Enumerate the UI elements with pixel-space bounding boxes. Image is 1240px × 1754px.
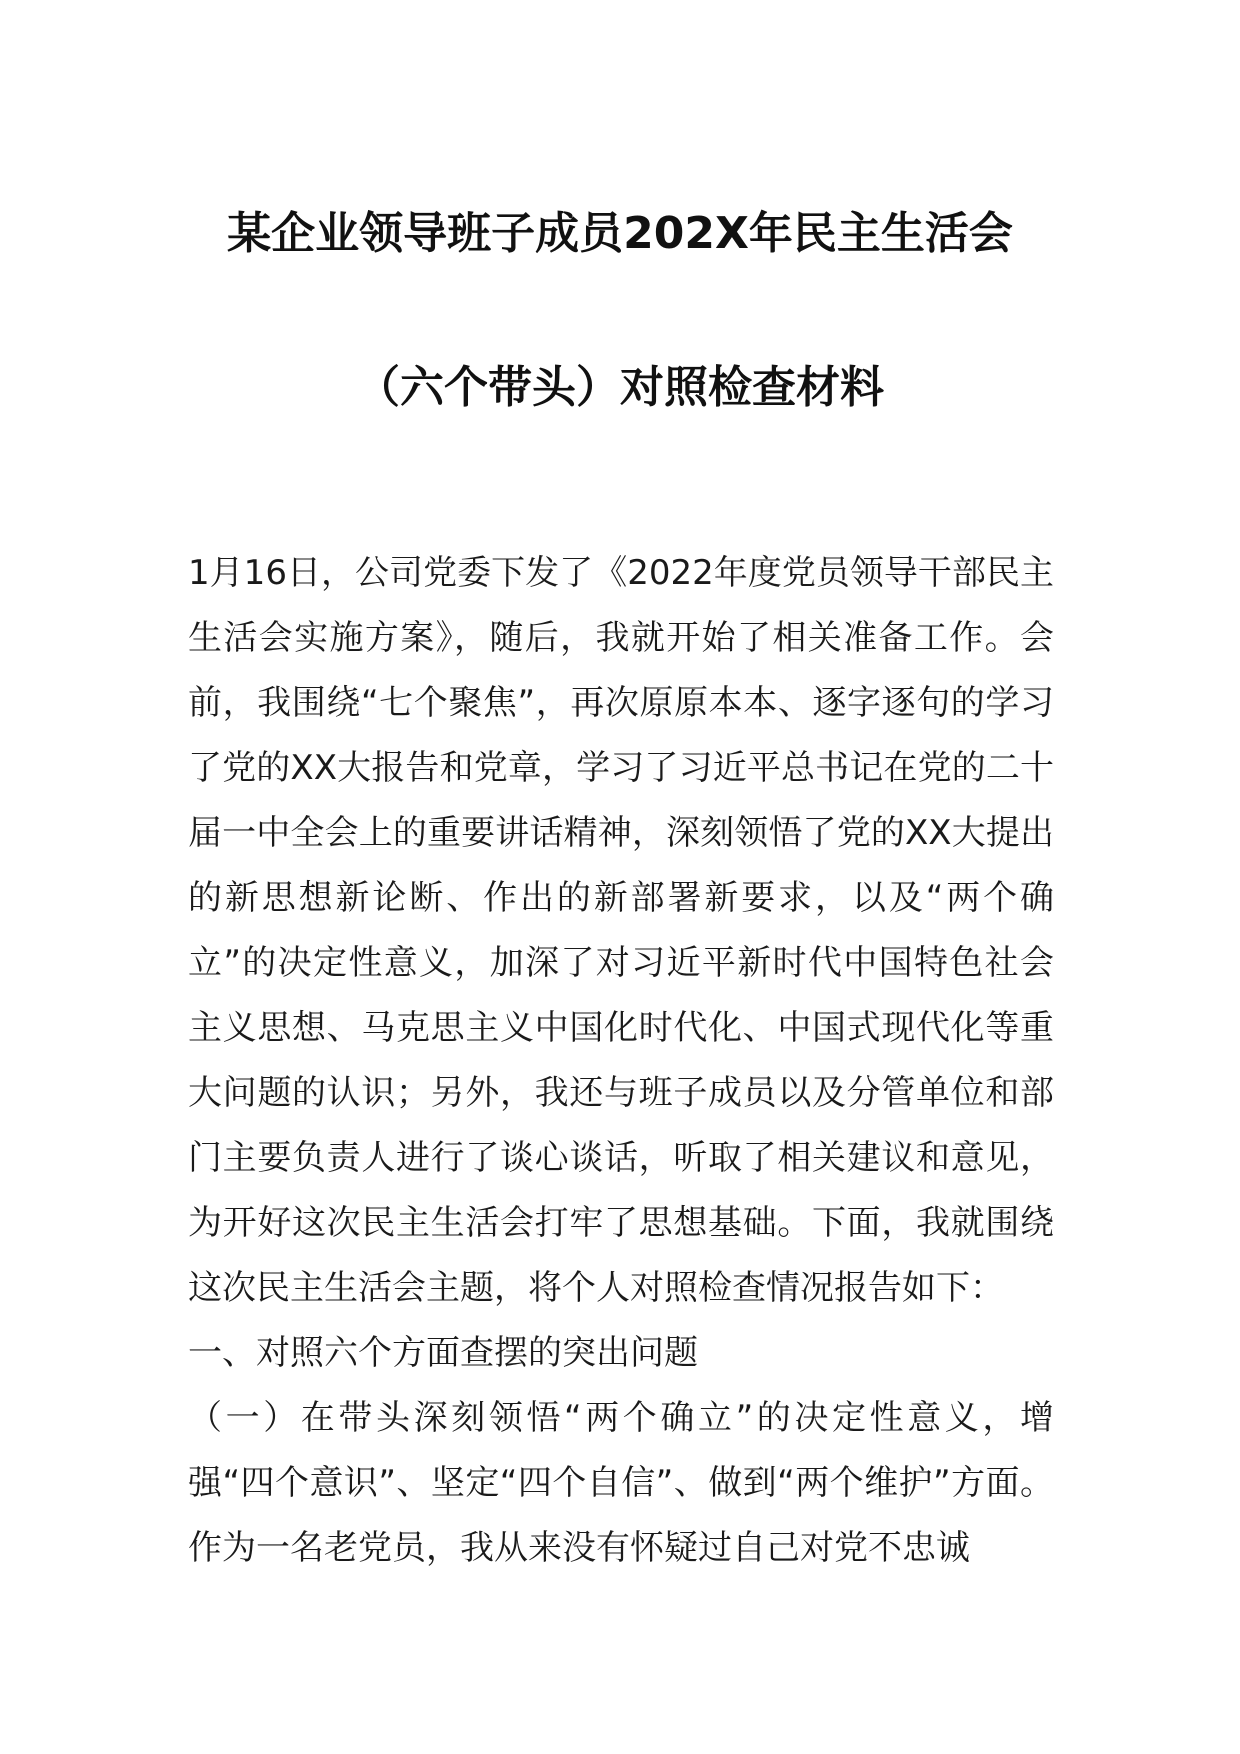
document-body [188, 541, 1054, 1581]
document-title-line-1: 某企业领导班子成员202X年民主生活会 [227, 208, 1013, 259]
section-heading: 一、对照六个方面查摆的突出问题 [188, 1333, 698, 1373]
document-title-line-2: （六个带头）对照检查材料 [356, 362, 884, 413]
intro-paragraph: 1月16日，公司党委下发了《2022年度党员领导干部民主生活会实施方案》，随后，我就开始了相关准备工作。会前，我围绕“七个聚焦”，再次原原本本、逐字逐句的学习了党的XX大报告和党章，学习了习近平总书记在党的二十届一中全会上的重要讲话精神，深刻领悟了党的XX大提出的新思想新论断、作出的新部署新要求，以及“两个确立”的决定性意义，加深了对习近平新时代中国特色社会主义思想、马克思主义中国化时代化、中国式现代化等重大问题的认识；另外，我还与班子成员以及分管单位和部门主要负责人进行了谈心谈话，听取了相关建议和意见，为开好这次民主生活会打牢了思想基础。下面，我就围绕这次民主生活会主题，将个人对照检查情况报告如下： [188, 553, 1054, 1308]
subsection-paragraph: （一）在带头深刻领悟“两个确立”的决定性意义，增强“四个意识”、坚定“四个自信”、做到“两个维护”方面。作为一名老党员，我从来没有怀疑过自己对党不忠诚 [188, 1398, 1054, 1568]
